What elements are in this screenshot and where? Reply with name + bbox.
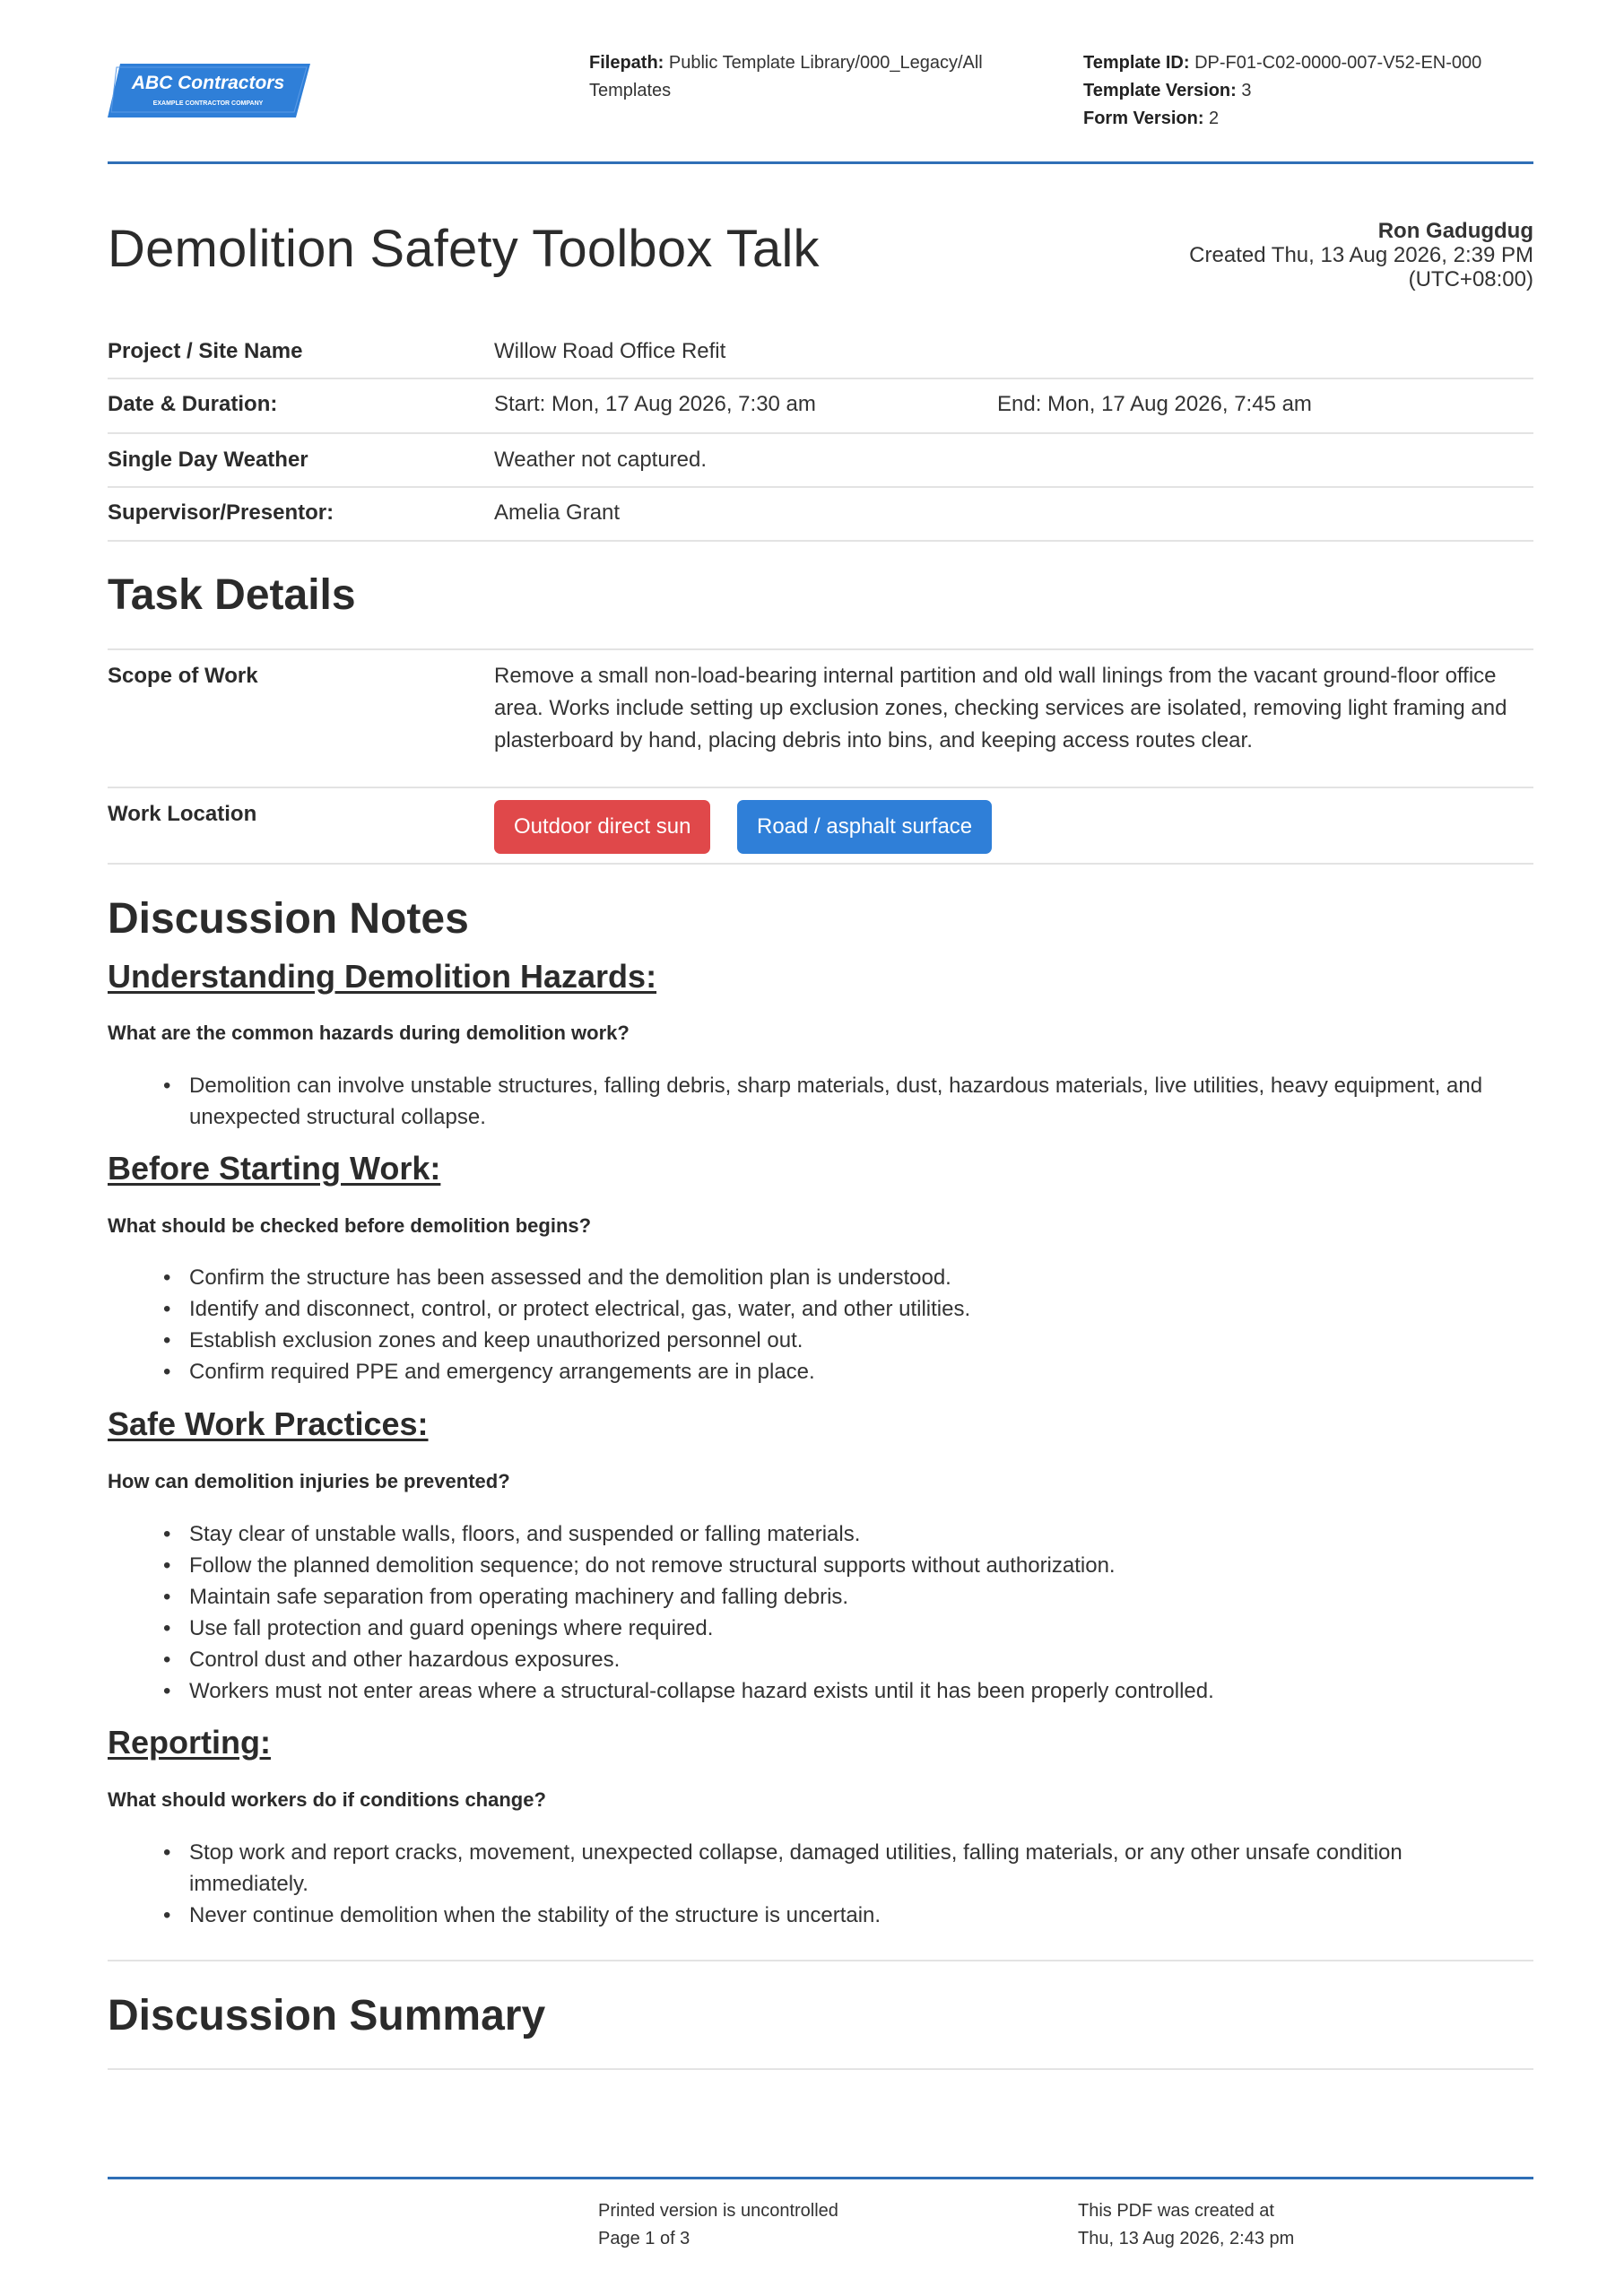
divider — [108, 787, 1533, 788]
list-item: • Establish exclusion zones and keep unauthorized personnel out. — [189, 1325, 1489, 1356]
section-title: Before Starting Work: — [108, 1150, 441, 1187]
list-item: • Confirm required PPE and emergency arrangements are in place. — [189, 1356, 1489, 1387]
supervisor-row — [108, 488, 1533, 542]
page-title: Demolition Safety Toolbox Talk — [108, 220, 820, 278]
template-id-value: DP-F01-C02-0000-007-V52-EN-000 — [1194, 53, 1482, 73]
pdf-created-value: Thu, 13 Aug 2026, 2:43 pm — [1078, 2229, 1295, 2248]
bullet-list — [189, 1518, 1489, 1707]
section-question: What should be checked before demolition begins? — [108, 1214, 592, 1237]
weather-label: Single Day Weather — [108, 448, 308, 472]
footer-created-block — [1078, 2197, 1294, 2253]
uncontrolled-notice: Printed version is uncontrolled — [598, 2201, 838, 2221]
bullet-list — [189, 1262, 1489, 1387]
page-footer — [108, 2177, 1533, 2248]
weather-value: Weather not captured. — [494, 448, 708, 472]
location-label: Work Location — [108, 802, 257, 826]
list-item: • Stop work and report cracks, movement, unexpected collapse, damaged utilities, falling materials, or any other unsafe condition immediately. — [189, 1837, 1489, 1900]
section-question: How can demolition injuries be prevented? — [108, 1470, 510, 1492]
divider — [108, 2068, 1533, 2070]
date-end: End: Mon, 17 Aug 2026, 7:45 am — [997, 392, 1312, 416]
creator-info — [1189, 219, 1533, 291]
list-item: • Maintain safe separation from operating machinery and falling debris. — [189, 1581, 1489, 1613]
creator-name: Ron Gadugdug — [1377, 219, 1533, 243]
template-id-label: Template ID: — [1083, 53, 1190, 73]
list-item: • Identify and disconnect, control, or protect electrical, gas, water, and other utilities. — [189, 1293, 1489, 1325]
divider — [108, 863, 1533, 865]
pdf-created-label: This PDF was created at — [1078, 2201, 1274, 2221]
company-logo — [108, 60, 312, 117]
project-value: Willow Road Office Refit — [494, 339, 726, 363]
filepath-block — [589, 49, 1055, 105]
title-row — [108, 215, 1533, 296]
date-label: Date & Duration: — [108, 392, 278, 416]
filepath-value-cont: Templates — [589, 81, 672, 100]
scope-text: Remove a small non-load-bearing internal partition and old wall linings from the vacant ground-floor office area. Works include setting up exclusion zones, checking services are isolated, removing light framing and plasterboard by hand, placing debris into bins, and keeping access routes clear. — [494, 664, 1507, 752]
form-version-label: Form Version: — [1083, 109, 1204, 128]
discussion-heading: Discussion Notes — [108, 895, 469, 943]
page-header — [108, 49, 1533, 164]
location-tag-road: Road / asphalt surface — [737, 800, 992, 854]
bullet-list — [189, 1070, 1489, 1133]
section-title: Reporting: — [108, 1724, 271, 1761]
divider — [108, 1960, 1533, 1961]
section-question: What should workers do if conditions change? — [108, 1788, 546, 1811]
date-start: Start: Mon, 17 Aug 2026, 7:30 am — [494, 392, 816, 416]
created-date: Created Thu, 13 Aug 2026, 2:39 PM — [1189, 243, 1533, 267]
supervisor-label: Supervisor/Presentor: — [108, 500, 334, 525]
list-item: • Confirm the structure has been assessed and the demolition plan is understood. — [189, 1262, 1489, 1293]
list-item: • Workers must not enter areas where a structural-collapse hazard exists until it has been properly controlled. — [189, 1675, 1489, 1707]
footer-uncontrolled-block — [598, 2197, 838, 2253]
list-item: • Use fall protection and guard openings where required. — [189, 1613, 1489, 1644]
list-item: • Control dust and other hazardous exposures. — [189, 1644, 1489, 1675]
template-info-block — [1083, 49, 1532, 133]
section-title: Understanding Demolition Hazards: — [108, 958, 657, 995]
list-item: • Follow the planned demolition sequence; do not remove structural supports without authorization. — [189, 1550, 1489, 1581]
task-details-heading: Task Details — [108, 571, 356, 619]
date-row — [108, 379, 1533, 434]
location-tag-outdoor: Outdoor direct sun — [494, 800, 710, 854]
bullet-list — [189, 1837, 1489, 1931]
created-timezone: (UTC+08:00) — [1408, 267, 1533, 291]
section-title: Safe Work Practices: — [108, 1405, 429, 1442]
project-row — [108, 328, 1533, 379]
template-version-label: Template Version: — [1083, 81, 1237, 100]
weather-row — [108, 434, 1533, 488]
summary-heading: Discussion Summary — [108, 1992, 546, 2039]
scope-label: Scope of Work — [108, 664, 258, 688]
divider — [108, 648, 1533, 650]
template-version-value: 3 — [1241, 81, 1252, 100]
logo-name: ABC Contractors — [131, 73, 285, 93]
supervisor-value: Amelia Grant — [494, 500, 621, 525]
form-version-value: 2 — [1209, 109, 1220, 128]
page-number: Page 1 of 3 — [598, 2229, 690, 2248]
logo-tagline: EXAMPLE CONTRACTOR COMPANY — [152, 100, 264, 107]
list-item: • Never continue demolition when the stability of the structure is uncertain. — [189, 1900, 1489, 1931]
list-item: • Stay clear of unstable walls, floors, and suspended or falling materials. — [189, 1518, 1489, 1550]
project-label: Project / Site Name — [108, 339, 303, 363]
list-item: • Demolition can involve unstable structures, falling debris, sharp materials, dust, hazardous materials, live utilities, heavy equipment, and unexpected structural collapse. — [189, 1070, 1489, 1133]
section-question: What are the common hazards during demolition work? — [108, 1022, 630, 1044]
filepath-value: Public Template Library/000_Legacy/All — [668, 53, 983, 73]
filepath-label: Filepath: — [589, 53, 664, 73]
details-table — [108, 328, 1533, 542]
